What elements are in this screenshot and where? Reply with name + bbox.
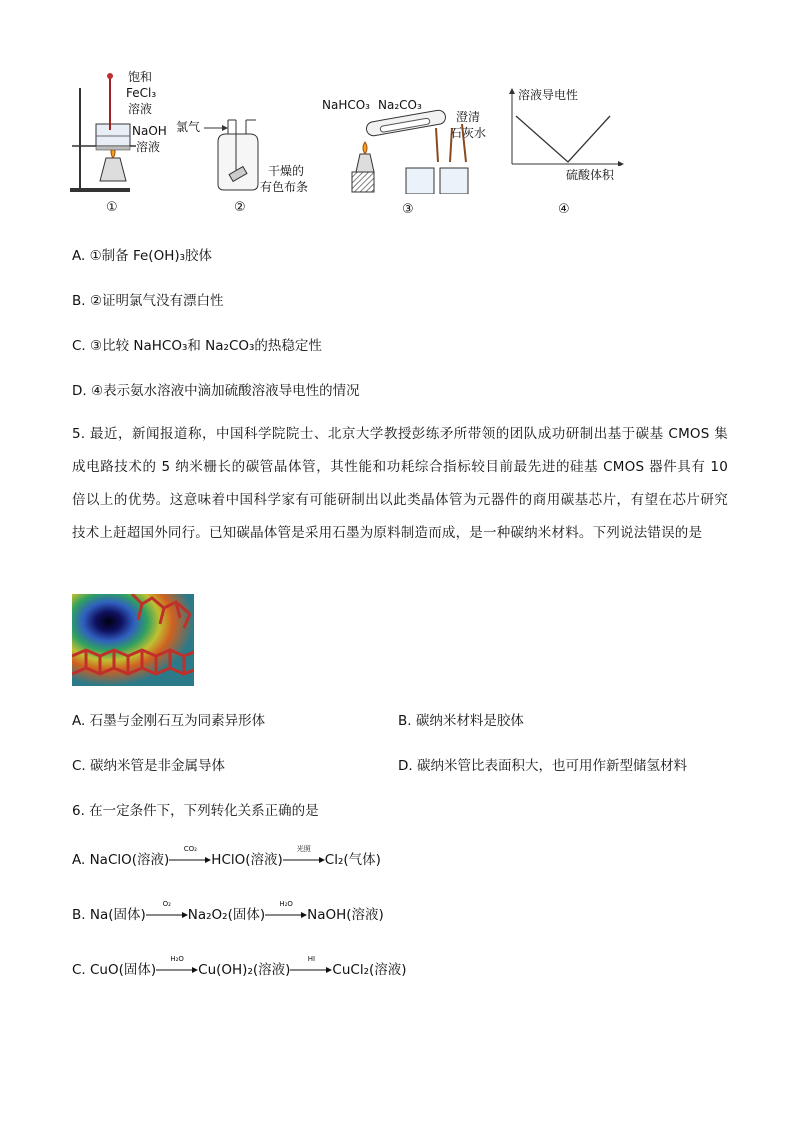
figure-3 bbox=[322, 88, 492, 216]
q6b-product: NaOH(溶液) bbox=[307, 907, 384, 923]
fig2-label-chlorine: 氯气 bbox=[176, 120, 201, 134]
q6-stem: 6. 在一定条件下，下列转化关系正确的是 bbox=[72, 803, 319, 819]
fig1-label-fecl3: FeCl₃ bbox=[126, 86, 157, 100]
figure-1 bbox=[66, 66, 186, 216]
fig1-label-naoh-solution: 溶液 bbox=[136, 140, 161, 154]
reaction-arrow-icon bbox=[146, 900, 188, 921]
figure-2 bbox=[176, 112, 326, 216]
fig3-label-nahco3: NaHCO₃ bbox=[322, 98, 370, 112]
q6c-reagent-2: HI bbox=[307, 955, 316, 963]
q6a-product: Cl₂(气体) bbox=[324, 852, 381, 868]
fig3-label-limewater: 石灰水 bbox=[450, 126, 487, 140]
q5-option-b: B. 碳纳米材料是胶体 bbox=[398, 713, 524, 729]
q6b-intermediate: Na₂O₂(固体) bbox=[187, 907, 266, 923]
q6b-reagent-2: H₂O bbox=[279, 900, 293, 908]
q6c-product: CuCl₂(溶液) bbox=[332, 962, 407, 978]
reaction-arrow-icon bbox=[156, 955, 198, 976]
fig4-xlabel: 硫酸体积 bbox=[566, 168, 615, 182]
fig1-number: ① bbox=[106, 200, 118, 215]
q4-option-d: D. ④表示氨水溶液中滴加硫酸溶液导电性的情况 bbox=[72, 383, 360, 399]
reaction-arrow-icon bbox=[283, 845, 325, 866]
q5-option-d: D. 碳纳米管比表面积大，也可用作新型储氢材料 bbox=[398, 758, 687, 774]
q6-option-a bbox=[72, 845, 381, 870]
q5-stem: 5. 最近，新闻报道称，中国科学院院士、北京大学教授彭练矛所带领的团队成功研制出基于碳基 CMOS 集成电路技术的 5 纳米栅长的碳管晶体管，其性能和功耗综合指标较目前最先进的硅基 CMOS 器件具有 10 倍以上的优势。这意味着中国科学家有可能研制出以此类晶体管为元器件的商用碳基芯片，有望在芯片研究技术上赶超国外同行。已知碳晶体管是采用石墨为原料制造而成，是一种碳纳米材料。下列说法错误的是 bbox=[72, 426, 728, 541]
q6c-intermediate: Cu(OH)₂(溶液) bbox=[198, 962, 291, 978]
q6-option-c bbox=[72, 955, 407, 980]
carbon-nanotube-image bbox=[72, 594, 194, 686]
q6a-reactant: A. NaClO(溶液) bbox=[72, 852, 170, 868]
fig3-number: ③ bbox=[402, 202, 414, 217]
reaction-arrow-icon bbox=[290, 955, 332, 976]
fig2-number: ② bbox=[234, 200, 246, 215]
fig2-label-dry: 干燥的 bbox=[268, 164, 305, 178]
fig3-label-clear: 澄清 bbox=[456, 110, 481, 124]
q6b-reagent-1: O₂ bbox=[162, 900, 171, 908]
q5-option-c: C. 碳纳米管是非金属导体 bbox=[72, 758, 226, 774]
q4-option-c: C. ③比较 NaHCO₃和 Na₂CO₃的热稳定性 bbox=[72, 338, 322, 354]
q4-option-a: A. ①制备 Fe(OH)₃胶体 bbox=[72, 248, 213, 264]
fig4-ylabel: 溶液导电性 bbox=[518, 88, 579, 102]
q6a-reagent-2: 光照 bbox=[296, 845, 311, 853]
reaction-arrow-icon bbox=[169, 845, 211, 866]
q6c-reagent-1: H₂O bbox=[170, 955, 184, 963]
fig4-number: ④ bbox=[558, 202, 570, 217]
fig3-label-na2co3: Na₂CO₃ bbox=[378, 98, 422, 112]
q6a-intermediate: HClO(溶液) bbox=[211, 852, 283, 868]
figure-4 bbox=[500, 86, 640, 216]
q5-option-a: A. 石墨与金刚石互为同素异形体 bbox=[72, 713, 266, 729]
reaction-arrow-icon bbox=[265, 900, 307, 921]
q6a-reagent-1: CO₂ bbox=[183, 845, 197, 853]
fig2-label-cloth: 有色布条 bbox=[260, 180, 309, 194]
fig1-label-naoh: NaOH bbox=[132, 124, 167, 138]
fig1-label-saturated: 饱和 bbox=[128, 70, 153, 84]
q6c-reactant: C. CuO(固体) bbox=[72, 962, 157, 978]
q6-option-b bbox=[72, 900, 384, 925]
q4-option-b: B. ②证明氯气没有漂白性 bbox=[72, 293, 224, 309]
q6b-reactant: B. Na(固体) bbox=[72, 907, 146, 923]
fig1-label-solution: 溶液 bbox=[128, 102, 153, 116]
